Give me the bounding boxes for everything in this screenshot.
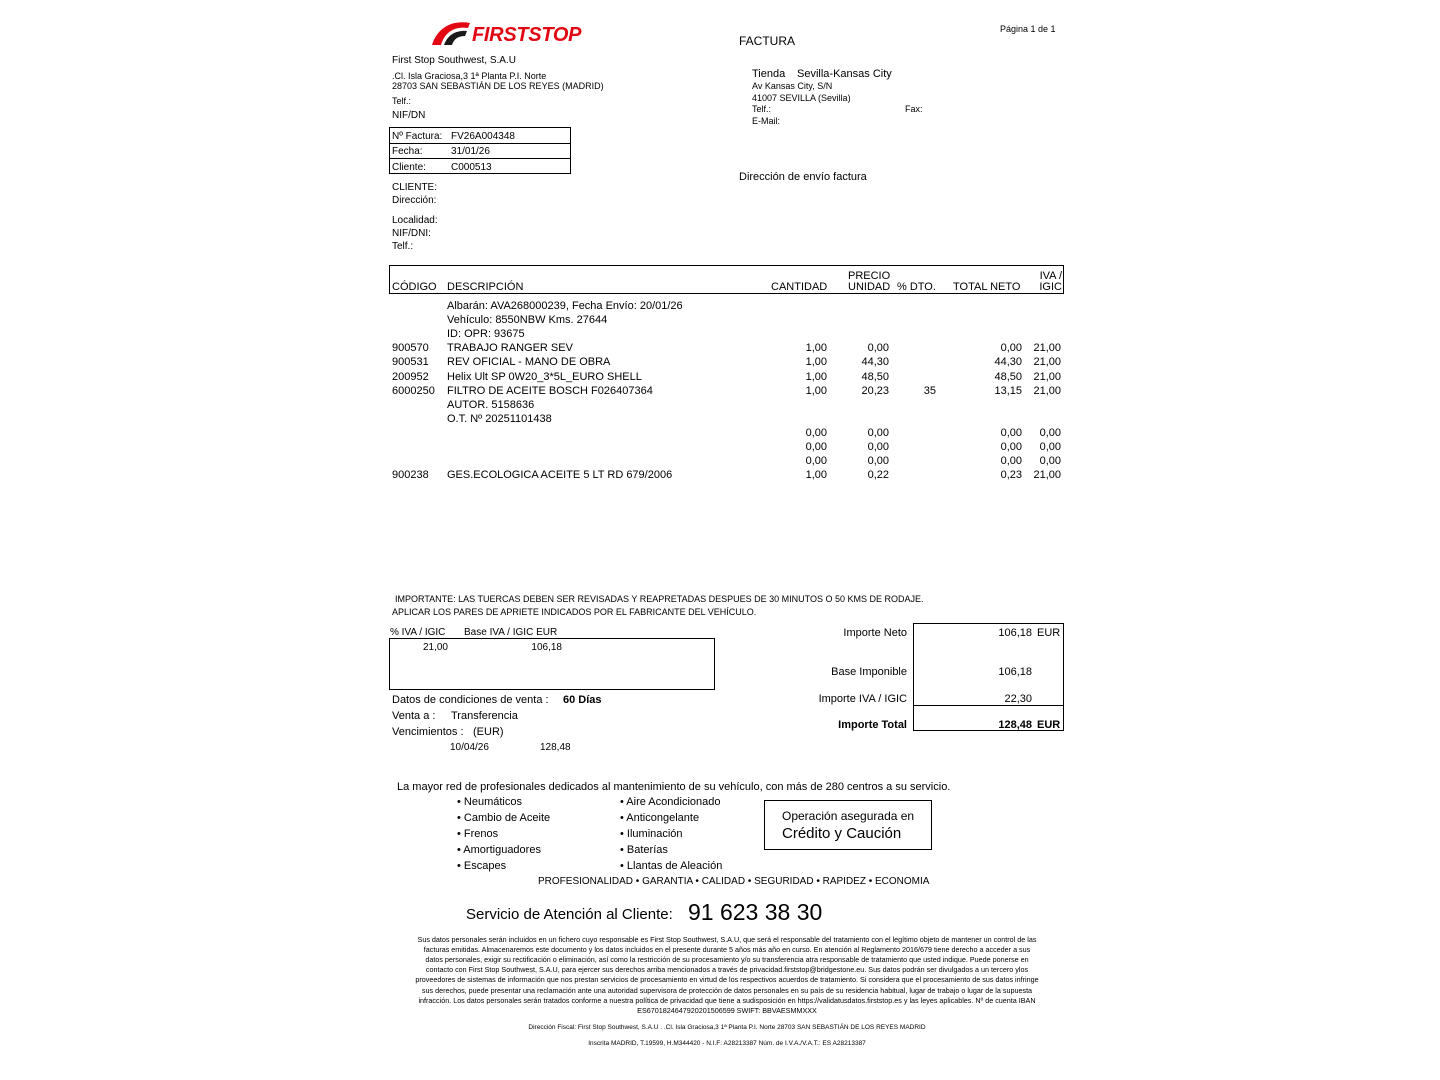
service-item: • Aire Acondicionado xyxy=(620,796,721,808)
customer-service-phone: 91 623 38 30 xyxy=(688,899,823,925)
customer-nif-label: NIF/DNI: xyxy=(392,228,431,239)
row-net-total: 0,00 xyxy=(1000,342,1022,354)
company-address-line1: .Cl. Isla Graciosa,3 1ª Planta P.I. Norte xyxy=(392,71,547,81)
row-net-total: 0,00 xyxy=(1000,441,1022,453)
service-item: • Neumáticos xyxy=(457,796,522,808)
service-item: • Iluminación xyxy=(620,828,683,840)
due-dates-label: Vencimientos : xyxy=(392,726,464,738)
row-net-total: 48,50 xyxy=(994,371,1022,383)
store-name: Sevilla-Kansas City xyxy=(797,68,892,80)
col-header-code: CÓDIGO xyxy=(392,281,437,293)
service-item: • Amortiguadores xyxy=(457,844,541,856)
insurance-line2: Crédito y Caución xyxy=(782,825,902,842)
fiscal-address: Dirección Fiscal: First Stop Southwest, S.A.U . .Cl. Isla Graciosa,3 1ª Planta P.I. Norte 28703 SAN SEBASTIÁN DE LOS REYES MADRID xyxy=(528,1024,926,1031)
service-item: • Cambio de Aceite xyxy=(457,812,551,824)
row-description: REV OFICIAL - MANO DE OBRA xyxy=(447,356,611,368)
row-quantity: 1,00 xyxy=(805,385,827,397)
privacy-line: datos personales, exigir su rectificación o eliminación, así como la restricción de su procesamiento y/o su transferencia atra responsable de tratamiento que usted indique. Puede ponerse en xyxy=(425,955,1029,965)
row-vat-rate: 0,00 xyxy=(1039,427,1061,439)
store-address-line2: 41007 SEVILLA (Sevilla) xyxy=(752,93,851,103)
service-item: • Llantas de Aleación xyxy=(620,860,723,872)
row-description: Vehículo: 8550NBW Kms. 27644 xyxy=(447,314,608,326)
insurance-line1: Operación asegurada en xyxy=(782,809,915,823)
row-quantity: 1,00 xyxy=(805,356,827,368)
page-number: Página 1 de 1 xyxy=(1000,24,1056,34)
row-unit-price: 0,00 xyxy=(867,342,889,354)
payment-method-label: Venta a : xyxy=(392,710,436,722)
total-amount-value: 128,48 xyxy=(998,719,1032,731)
brand-wordmark: FIRSTSTOP xyxy=(472,24,582,46)
total-amount-label: Importe Total xyxy=(838,719,907,731)
row-description: TRABAJO RANGER SEV xyxy=(447,342,573,354)
sale-conditions-label: Datos de condiciones de venta : xyxy=(392,694,549,706)
store-address-line1: Av Kansas City, S/N xyxy=(752,81,833,91)
promo-headline: La mayor red de profesionales dedicados al mantenimiento de su vehículo, con más de 280 centros a su servicio. xyxy=(397,781,951,793)
col-header-price-line1: PRECIO xyxy=(848,270,891,282)
row-net-total: 44,30 xyxy=(994,356,1022,368)
privacy-line: sus derechos, puede presentar una reclamación ante una autoridad supervisora de protección de datos personales en su país de su residencia habitual, lugar de trabajo o lugar de la supuesta xyxy=(421,985,1033,995)
company-name: First Stop Southwest, S.A.U xyxy=(392,55,516,66)
brand-values: PROFESIONALIDAD • GARANTIA • CALIDAD • SEGURIDAD • RAPIDEZ • ECONOMIA xyxy=(538,876,930,887)
customer-service-label: Servicio de Atención al Cliente: xyxy=(466,906,673,923)
company-nif: NIF/DN xyxy=(392,110,426,121)
row-quantity: 1,00 xyxy=(805,469,827,481)
customer-label: CLIENTE: xyxy=(392,182,438,193)
notice-line2: APLICAR LOS PARES DE APRIETE INDICADOS POR EL FABRICANTE DEL VEHÍCULO. xyxy=(392,607,757,617)
notice-line1: IMPORTANTE: LAS TUERCAS DEBEN SER REVISADAS Y REAPRETADAS DESPUES DE 30 MINUTOS O 50 KMS DE RODAJE. xyxy=(395,594,924,604)
row-code: 900238 xyxy=(392,469,429,481)
col-header-price-line2: UNIDAD xyxy=(848,281,891,293)
row-code: 200952 xyxy=(392,371,429,383)
client-code-label: Cliente: xyxy=(392,162,426,173)
row-quantity: 0,00 xyxy=(805,455,827,467)
tax-base-value: 106,18 xyxy=(531,642,562,653)
row-unit-price: 44,30 xyxy=(861,356,889,368)
vat-amount-value: 22,30 xyxy=(1004,693,1032,705)
row-quantity: 0,00 xyxy=(805,441,827,453)
row-description: FILTRO DE ACEITE BOSCH F026407364 xyxy=(447,385,653,397)
row-description: GES.ECOLOGICA ACEITE 5 LT RD 679/2006 xyxy=(447,469,673,481)
row-vat-rate: 21,00 xyxy=(1033,385,1061,397)
row-unit-price: 48,50 xyxy=(861,371,889,383)
service-item: • Frenos xyxy=(457,828,499,840)
invoice-number-label: Nº Factura: xyxy=(392,131,443,142)
tax-rate-header: % IVA / IGIC xyxy=(390,627,446,638)
privacy-line: contacto con First Stop Southwest, S.A.U, para ejercer sus derechos arriba mencionados a través de privacidad.firststop@bridgestone.eu. Sus datos podrán ser divulgados a un tercero ylos xyxy=(425,965,1029,975)
privacy-line: Sus datos personales serán incluidos en un fichero cuyo responsable es First Stop Southwest, S.A.U, que será el responsable del tratamiento con el legítimo objeto de mantener un control de las xyxy=(417,935,1037,944)
row-vat-rate: 21,00 xyxy=(1033,469,1061,481)
vat-amount-label: Importe IVA / IGIC xyxy=(818,693,907,705)
company-address-line2: 28703 SAN SEBASTIÁN DE LOS REYES (MADRID) xyxy=(392,81,604,91)
invoice-number: FV26A004348 xyxy=(451,131,515,142)
invoice-date-label: Fecha: xyxy=(392,146,423,157)
service-item: • Escapes xyxy=(457,860,507,872)
tax-base-header: Base IVA / IGIC EUR xyxy=(464,627,558,638)
company-phone: Telf.: xyxy=(392,96,412,106)
row-unit-price: 0,00 xyxy=(867,455,889,467)
shipping-address-title: Dirección de envío factura xyxy=(739,171,867,183)
taxable-base-value: 106,18 xyxy=(998,666,1032,678)
row-net-total: 0,00 xyxy=(1000,427,1022,439)
document-title: FACTURA xyxy=(739,34,796,48)
taxable-base-label: Base Imponible xyxy=(831,666,907,678)
row-code: 900570 xyxy=(392,342,429,354)
row-description: O.T. Nº 20251101438 xyxy=(447,413,552,425)
store-label: Tienda xyxy=(752,68,786,80)
store-phone: Telf.: xyxy=(752,104,772,114)
row-quantity: 1,00 xyxy=(805,371,827,383)
row-vat-rate: 21,00 xyxy=(1033,342,1061,354)
due-dates-currency: (EUR) xyxy=(473,726,504,738)
row-unit-price: 20,23 xyxy=(861,385,889,397)
col-header-net-total: TOTAL NETO xyxy=(953,281,1021,293)
row-quantity: 1,00 xyxy=(805,342,827,354)
row-unit-price: 0,00 xyxy=(867,441,889,453)
company-registry: Inscrita MADRID, T.19599, H.M344420 - N.I.F: A28213387 Núm. de I.V.A./V.A.T.: ES A28213387 xyxy=(588,1040,866,1047)
row-vat-rate: 0,00 xyxy=(1039,441,1061,453)
payment-method-value: Transferencia xyxy=(451,710,518,722)
row-vat-rate: 21,00 xyxy=(1033,356,1061,368)
total-amount-currency: EUR xyxy=(1037,719,1061,731)
col-header-discount: % DTO. xyxy=(897,281,936,293)
customer-address-label: Dirección: xyxy=(392,195,437,206)
col-header-vat-line1: IVA / xyxy=(1039,270,1062,282)
privacy-line: proveedores de sistemas de información que nos prestan servicios de procesamiento en virtud de los respectivos acuerdos de tratamiento. Si considera que el procesamiento de sus datos infringe xyxy=(415,975,1039,985)
tire-swoosh-icon xyxy=(430,20,472,46)
privacy-line: facturas emitidas. Almacenaremos este documento y los datos incluidos en el presente durante 5 años más año en curso. En atención al Reglamento 2016/679 tiene derecho a acceder a sus xyxy=(423,945,1031,955)
row-unit-price: 0,00 xyxy=(867,427,889,439)
store-email: E-Mail: xyxy=(752,116,781,126)
privacy-line: infracción. Los datos personales serán tratados conforme a nuestra política de privacidad que tiene a sudisposición en https://validatusdatos.firststop.es y las leyes aplicables. Nº de cuenta IBAN xyxy=(418,995,1036,1005)
client-code: C000513 xyxy=(451,162,492,173)
row-vat-rate: 21,00 xyxy=(1033,371,1061,383)
row-description: AUTOR. 5158636 xyxy=(447,399,535,411)
row-description: ID: OPR: 93675 xyxy=(447,328,525,340)
customer-city-label: Localidad: xyxy=(392,215,438,226)
col-header-quantity: CANTIDAD xyxy=(771,281,828,293)
invoice-date: 31/01/26 xyxy=(451,146,490,157)
net-amount-currency: EUR xyxy=(1037,627,1061,639)
row-discount: 35 xyxy=(923,385,936,397)
customer-phone-label: Telf.: xyxy=(392,241,414,252)
net-amount-label: Importe Neto xyxy=(843,627,907,639)
row-description: Helix Ult SP 0W20_3*5L_EURO SHELL xyxy=(447,371,642,383)
tax-rate-value: 21,00 xyxy=(422,642,448,653)
row-unit-price: 0,22 xyxy=(867,469,889,481)
row-net-total: 0,23 xyxy=(1000,469,1022,481)
service-item: • Baterías xyxy=(620,844,668,856)
row-description: Albarán: AVA268000239, Fecha Envío: 20/01/26 xyxy=(447,300,683,312)
store-fax: Fax: xyxy=(905,104,923,114)
row-net-total: 13,15 xyxy=(994,385,1022,397)
row-net-total: 0,00 xyxy=(1000,455,1022,467)
due-date: 10/04/26 xyxy=(450,742,489,753)
net-amount-value: 106,18 xyxy=(998,627,1032,639)
row-code: 900531 xyxy=(392,356,429,368)
col-header-description: DESCRIPCIÓN xyxy=(447,281,524,293)
row-vat-rate: 0,00 xyxy=(1039,455,1061,467)
service-item: • Anticongelante xyxy=(620,812,700,824)
payment-days: 60 Días xyxy=(563,694,602,706)
due-amount: 128,48 xyxy=(540,742,571,753)
col-header-vat-line2: IGIC xyxy=(1039,281,1062,293)
privacy-line: ES6701824647920201506599 SWIFT: BBVAESMMXXX xyxy=(637,1005,817,1015)
row-quantity: 0,00 xyxy=(805,427,827,439)
row-code: 6000250 xyxy=(392,385,435,397)
